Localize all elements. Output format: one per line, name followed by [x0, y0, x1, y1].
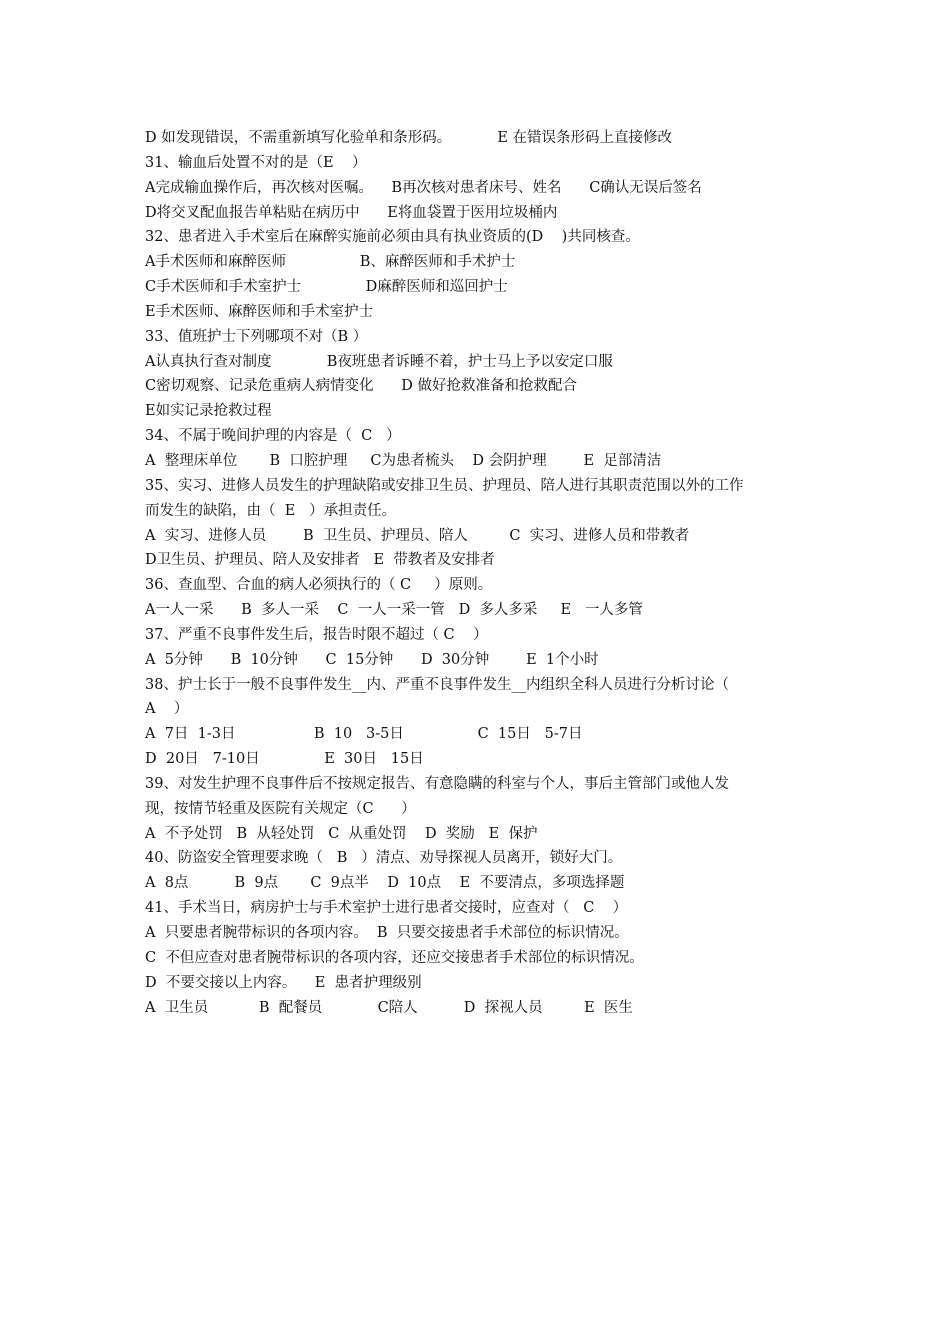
question-38-title-cont: A ） — [145, 701, 189, 718]
question-39-title: 39、对发生护理不良事件后不按规定报告、有意隐瞒的科室与个人，事后主管部门或他人发 — [145, 775, 729, 792]
question-36-title: 36、查血型、合血的病人必须执行的（ C ）原则。 — [145, 577, 493, 594]
question-41-options-2: C 不但应查对患者腕带标识的各项内容，还应交接患者手术部位的标识情况。 — [145, 949, 644, 966]
question-41-options-3: D 不要交接以上内容。 E 患者护理级别 — [145, 974, 422, 991]
question-35-options-2: D卫生员、护理员、陪人及安排者 E 带教者及安排者 — [145, 552, 495, 569]
question-37-options: A 5分钟 B 10分钟 C 15分钟 D 30分钟 E 1个小时 — [145, 651, 599, 668]
question-35-title: 35、实习、进修人员发生的护理缺陷或安排卫生员、护理员、陪人进行其职责范围以外的工作 — [145, 477, 744, 494]
question-38-options-1: A 7日 1-3日 B 10 3-5日 C 15日 5-7日 — [145, 726, 583, 743]
question-38-title: 38、护士长于一般不良事件发生__内、严重不良事件发生__内组织全科人员进行分析讨论（ — [145, 676, 729, 693]
question-31-options-1: A完成输血操作后，再次核对医嘱。 B再次核对患者床号、姓名 C确认无误后签名 — [145, 179, 702, 196]
question-39-title-cont: 现，按情节轻重及医院有关规定（C ） — [145, 800, 416, 817]
question-40-title: 40、防盗安全管理要求晚（ B ）清点、劝导探视人员离开，锁好大门。 — [145, 850, 623, 867]
question-36-options: A一人一采 B 多人一采 C 一人一采一管 D 多人多采 E 一人多管 — [145, 602, 643, 619]
question-32-title: 32、患者进入手术室后在麻醉实施前必须由具有执业资质的(D )共同核查。 — [145, 229, 640, 246]
question-32-options-3: E手术医师、麻醉医师和手术室护士 — [145, 303, 374, 320]
question-41-title: 41、手术当日，病房护士与手术室护士进行患者交接时，应查对（ C ） — [145, 900, 628, 917]
question-32-options-2: C手术医师和手术室护士 D麻醉医师和巡回护士 — [145, 279, 508, 296]
question-33-options-2: C密切观察、记录危重病人病情变化 D 做好抢救准备和抢救配合 — [145, 378, 577, 395]
question-38-options-2: D 20日 7-10日 E 30日 15日 — [145, 751, 424, 768]
text-line: D 如发现错误，不需重新填写化验单和条形码。 E 在错误条形码上直接修改 — [145, 130, 673, 146]
question-34-title: 34、不属于晚间护理的内容是（ C ） — [145, 428, 401, 445]
question-33-title: 33、值班护士下列哪项不对（B ） — [145, 328, 368, 345]
question-34-options: A 整理床单位 B 口腔护理 C为患者梳头 D 会阴护理 E 足部清洁 — [145, 452, 662, 469]
question-39-options: A 不予处罚 B 从轻处罚 C 从重处罚 D 奖励 E 保护 — [145, 825, 538, 842]
question-40-options: A 8点 B 9点 C 9点半 D 10点 E 不要清点，多项选择题 — [145, 875, 625, 892]
document-page — [145, 126, 815, 1020]
question-31-options-2: D将交叉配血报告单粘贴在病历中 E将血袋置于医用垃圾桶内 — [145, 204, 558, 221]
question-32-options-1: A手术医师和麻醉医师 B、麻醉医师和手术护士 — [145, 254, 516, 271]
question-37-title: 37、严重不良事件发生后，报告时限不超过（ C ） — [145, 626, 488, 643]
question-31-title: 31、输血后处置不对的是（E ） — [145, 154, 367, 171]
question-35-title-cont: 而发生的缺陷，由（ E ）承担责任。 — [145, 502, 397, 519]
question-33-options-1: A认真执行查对制度 B夜班患者诉睡不着，护士马上予以安定口服 — [145, 353, 613, 370]
options-line: A 卫生员 B 配餐员 C陪人 D 探视人员 E 医生 — [145, 999, 633, 1016]
question-33-options-3: E如实记录抢救过程 — [145, 403, 272, 420]
question-35-options-1: A 实习、进修人员 B 卫生员、护理员、陪人 C 实习、进修人员和带教者 — [145, 527, 690, 544]
question-41-options-1: A 只要患者腕带标识的各项内容。 B 只要交接患者手术部位的标识情况。 — [145, 925, 629, 941]
